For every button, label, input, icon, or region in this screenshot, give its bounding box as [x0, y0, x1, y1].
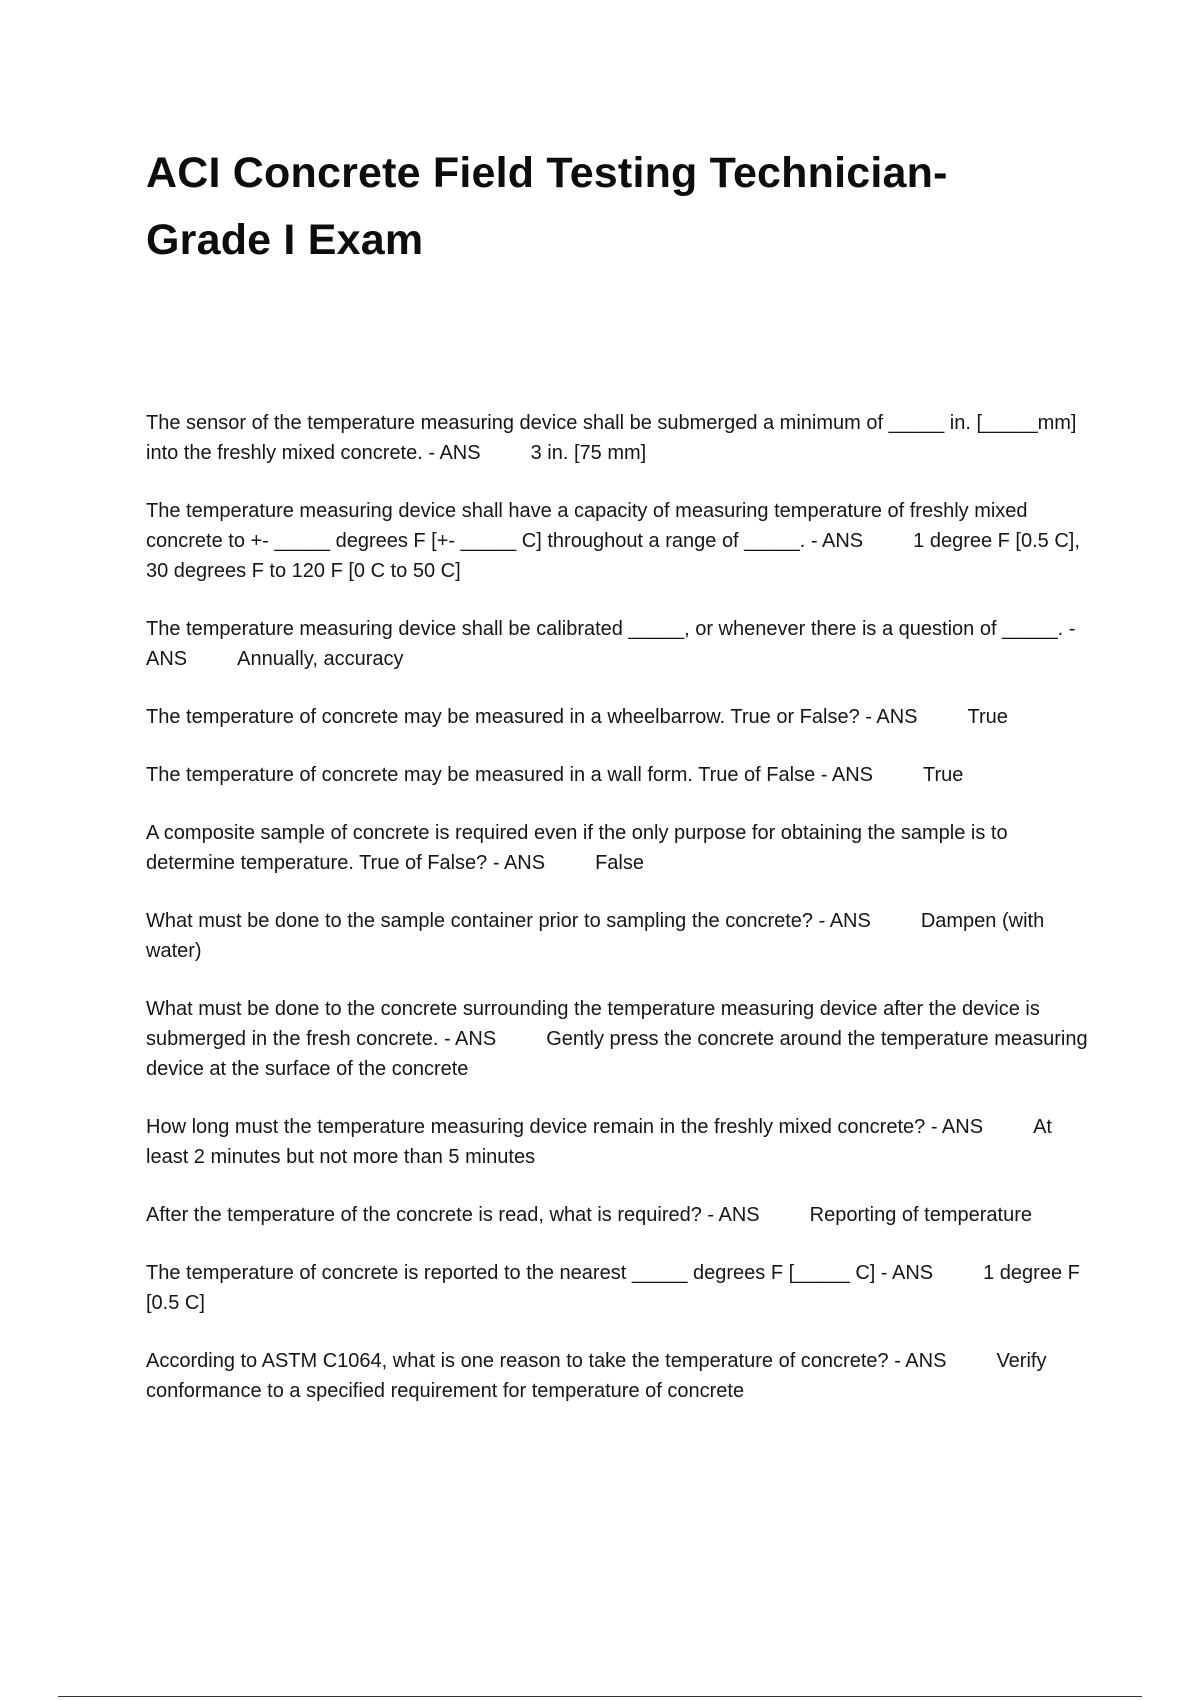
answer-text: True [922, 764, 964, 786]
question-text: According to ASTM C1064, what is one reason to take the temperature of concrete? - ANS [146, 1350, 947, 1372]
qa-item-10 [146, 1200, 1096, 1230]
qa-item-8 [146, 994, 1096, 1084]
answer-text: Annually, accuracy [237, 648, 404, 670]
question-answer-list [146, 408, 1096, 1406]
qa-item-11 [146, 1258, 1096, 1318]
question-text: The temperature of concrete is reported to the nearest _____ degrees F [_____ C] - ANS [146, 1262, 934, 1284]
question-text: What must be done to the concrete surrounding the temperature measuring device after the device is submerged in the fresh concrete. - ANS [146, 998, 1040, 1050]
answer-text: True [967, 706, 1008, 728]
qa-item-9 [146, 1112, 1096, 1172]
question-text: The temperature measuring device shall have a capacity of measuring temperature of freshly mixed concrete to +- _____ degrees F [+- _____ C] throughout a range of _____. - ANS [146, 500, 1028, 552]
qa-item-12 [146, 1346, 1096, 1406]
question-text: The temperature of concrete may be measured in a wall form. True of False - ANS [146, 764, 873, 786]
answer-text: At least 2 minutes but not more than 5 minutes [146, 1116, 1052, 1168]
question-text: After the temperature of the concrete is read, what is required? - ANS [146, 1204, 760, 1226]
question-text: How long must the temperature measuring device remain in the freshly mixed concrete? - ANS [146, 1116, 984, 1138]
answer-text: 1 degree F [0.5 C] [146, 1262, 1080, 1314]
answer-text: Verify conformance to a specified requirement for temperature of concrete [146, 1350, 1047, 1402]
answer-text: 3 in. [75 mm] [530, 442, 647, 464]
question-text: The temperature measuring device shall be calibrated _____, or whenever there is a question of _____. - ANS [146, 618, 1076, 670]
answer-text: 1 degree F [0.5 C], 30 degrees F to 120 F [0 C to 50 C] [146, 530, 1080, 582]
document-page [146, 140, 1096, 1434]
qa-item-1 [146, 408, 1096, 468]
qa-item-3 [146, 614, 1096, 674]
document-title-line-1: ACI Concrete Field Testing Technician- [146, 149, 948, 197]
qa-item-7 [146, 906, 1096, 966]
document-title [146, 140, 1096, 274]
qa-item-6 [146, 818, 1096, 878]
question-text: The sensor of the temperature measuring device shall be submerged a minimum of _____ in. [_____mm] into the freshly mixed concrete. - ANS [146, 412, 1077, 464]
answer-text: Dampen (with water) [146, 910, 1045, 962]
question-text: What must be done to the sample container prior to sampling the concrete? - ANS [146, 910, 871, 932]
document-title-line-2: Grade I Exam [146, 216, 424, 264]
qa-item-2 [146, 496, 1096, 586]
answer-text: Gently press the concrete around the temperature measuring device at the surface of the concrete [146, 1028, 1088, 1080]
qa-item-4 [146, 702, 1096, 732]
question-text: The temperature of concrete may be measured in a wheelbarrow. True or False? - ANS [146, 706, 918, 728]
footer-divider [58, 1696, 1142, 1697]
answer-text: False [595, 852, 644, 874]
qa-item-5 [146, 760, 1096, 790]
question-text: A composite sample of concrete is required even if the only purpose for obtaining the sample is to determine temperature. True of False? - ANS [146, 822, 1008, 874]
answer-text: Reporting of temperature [809, 1204, 1032, 1226]
